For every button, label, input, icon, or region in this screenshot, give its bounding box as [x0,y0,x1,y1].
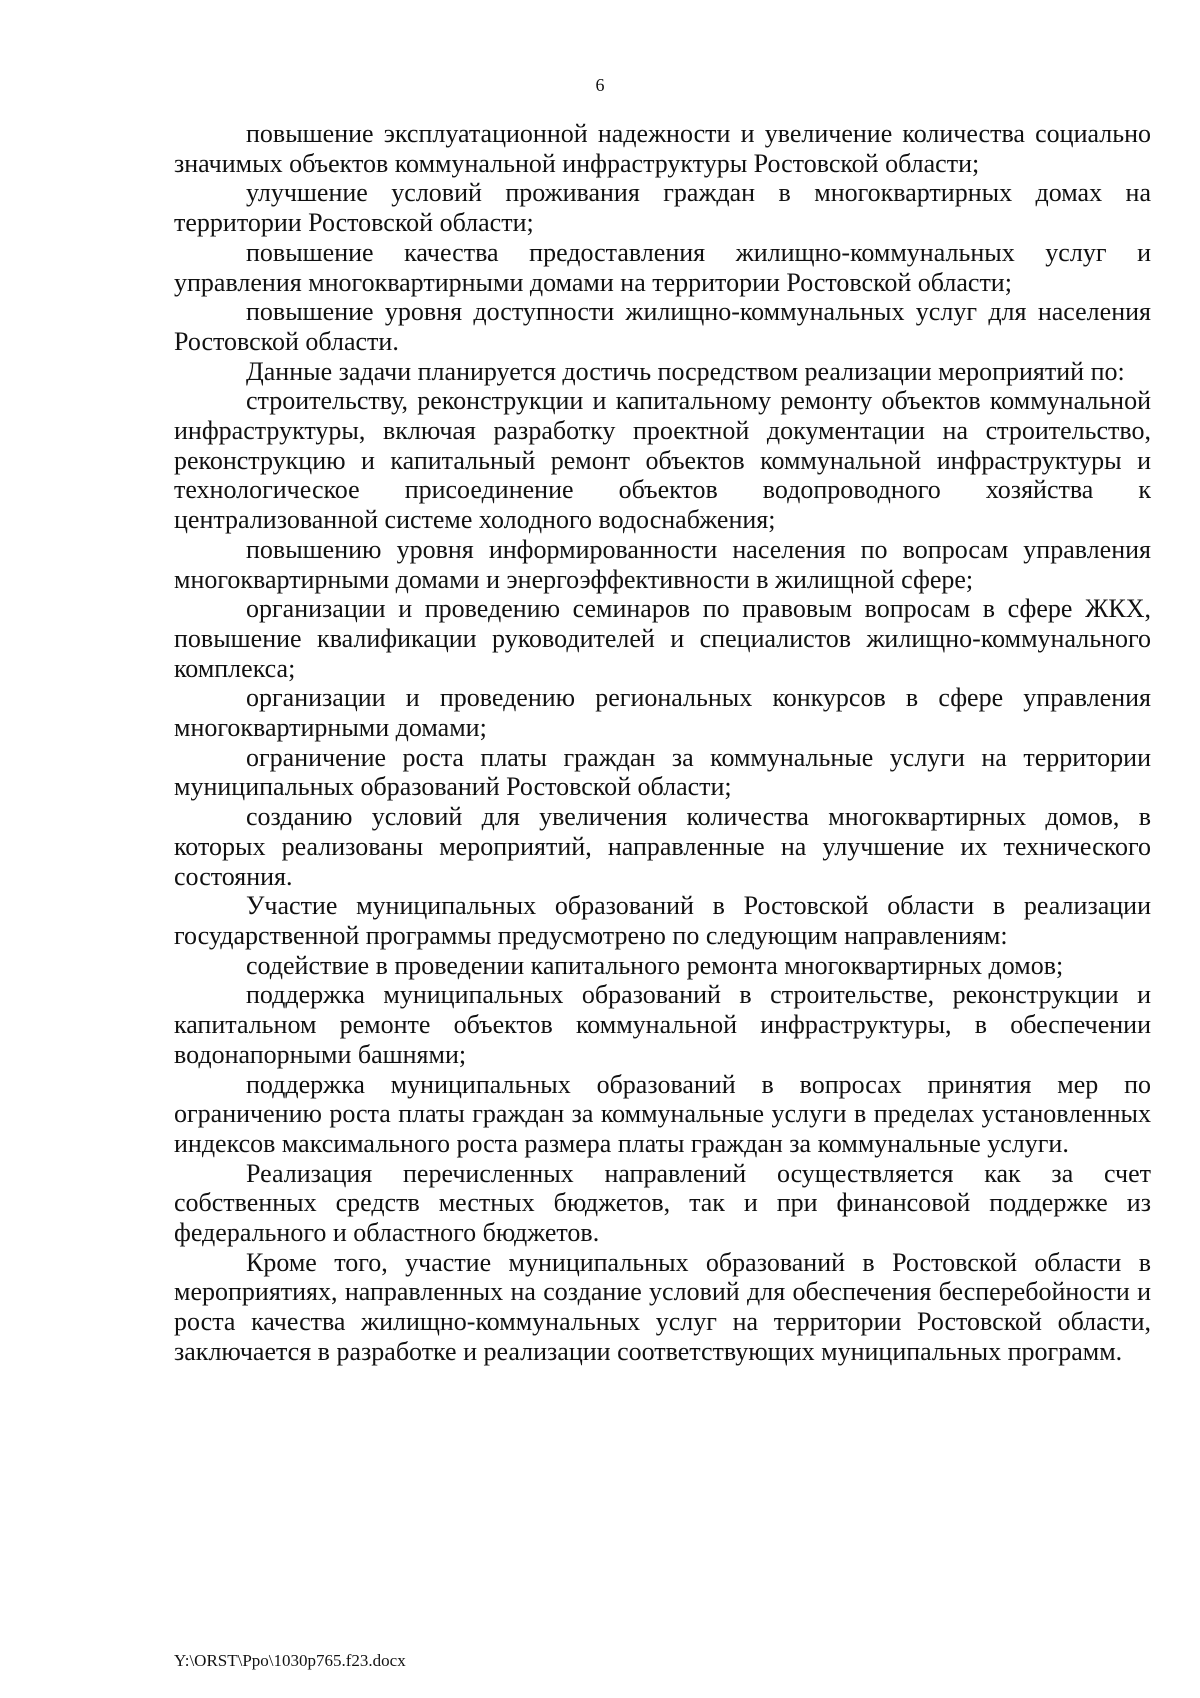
paragraph: улучшение условий проживания граждан в многоквартирных домах на территории Ростовской области; [174,178,1151,238]
paragraph: Кроме того, участие муниципальных образований в Ростовской области в мероприятиях, направленных на создание условий для обеспечения бесперебойности и роста качества жилищно-коммунальных услуг на территории Ростовской области, заключается в разработке и реализации соответствующих муниципальных программ. [174,1247,1151,1366]
paragraph: повышение эксплуатационной надежности и увеличение количества социально значимых объектов коммунальной инфраструктуры Ростовской области; [174,119,1151,178]
paragraph: повышение качества предоставления жилищно-коммунальных услуг и управления многоквартирными домами на территории Ростовской области; [174,237,1151,297]
paragraph: Реализация перечисленных направлений осуществляется как за счет собственных средств местных бюджетов, так и при финансовой поддержке из федерального и областного бюджетов. [174,1158,1151,1248]
paragraph: организации и проведению региональных конкурсов в сфере управления многоквартирными домами; [174,683,1151,743]
paragraph: повышению уровня информированности населения по вопросам управления многоквартирными домами и энергоэффективности в жилищной сфере; [174,534,1151,594]
paragraph: организации и проведению семинаров по правовым вопросам в сфере ЖКХ, повышение квалификации руководителей и специалистов жилищно-коммунального комплекса; [174,594,1151,683]
paragraph: содействие в проведении капитального ремонта многоквартирных домов; [246,950,1064,980]
page-number: 6 [595,75,605,95]
paragraph: ограничение роста платы граждан за коммунальные услуги на территории муниципальных образований Ростовской области; [174,742,1151,802]
paragraph: поддержка муниципальных образований в вопросах принятия мер по ограничению роста платы граждан за коммунальные услуги в пределах установленных индексов максимального роста размера платы граждан за коммунальные услуги. [174,1069,1151,1158]
paragraph: поддержка муниципальных образований в строительстве, реконструкции и капитальном ремонте объектов коммунальной инфраструктуры, в обеспечении водонапорными башнями; [174,980,1151,1069]
paragraph: созданию условий для увеличения количества многоквартирных домов, в которых реализованы мероприятий, направленные на улучшение их технического состояния. [174,802,1151,891]
document-body [174,119,1151,1367]
paragraph: Данные задачи планируется достичь посредством реализации мероприятий по: [246,356,1125,386]
paragraph: Участие муниципальных образований в Ростовской области в реализации государственной программы предусмотрено по следующим направлениям: [174,891,1151,950]
paragraph: строительству, реконструкции и капитальному ремонту объектов коммунальной инфраструктуры, включая разработку проектной документации на строительство, реконструкцию и капитальный ремонт объектов коммунальной инфраструктуры и технологическое присоединение объектов водопроводного хозяйства к централизованной системе холодного водоснабжения; [174,386,1151,535]
footer-file-path: Y:\ORST\Ppo\1030p765.f23.docx [174,1651,406,1670]
paragraph: повышение уровня доступности жилищно-коммунальных услуг для населения Ростовской области. [174,297,1151,356]
